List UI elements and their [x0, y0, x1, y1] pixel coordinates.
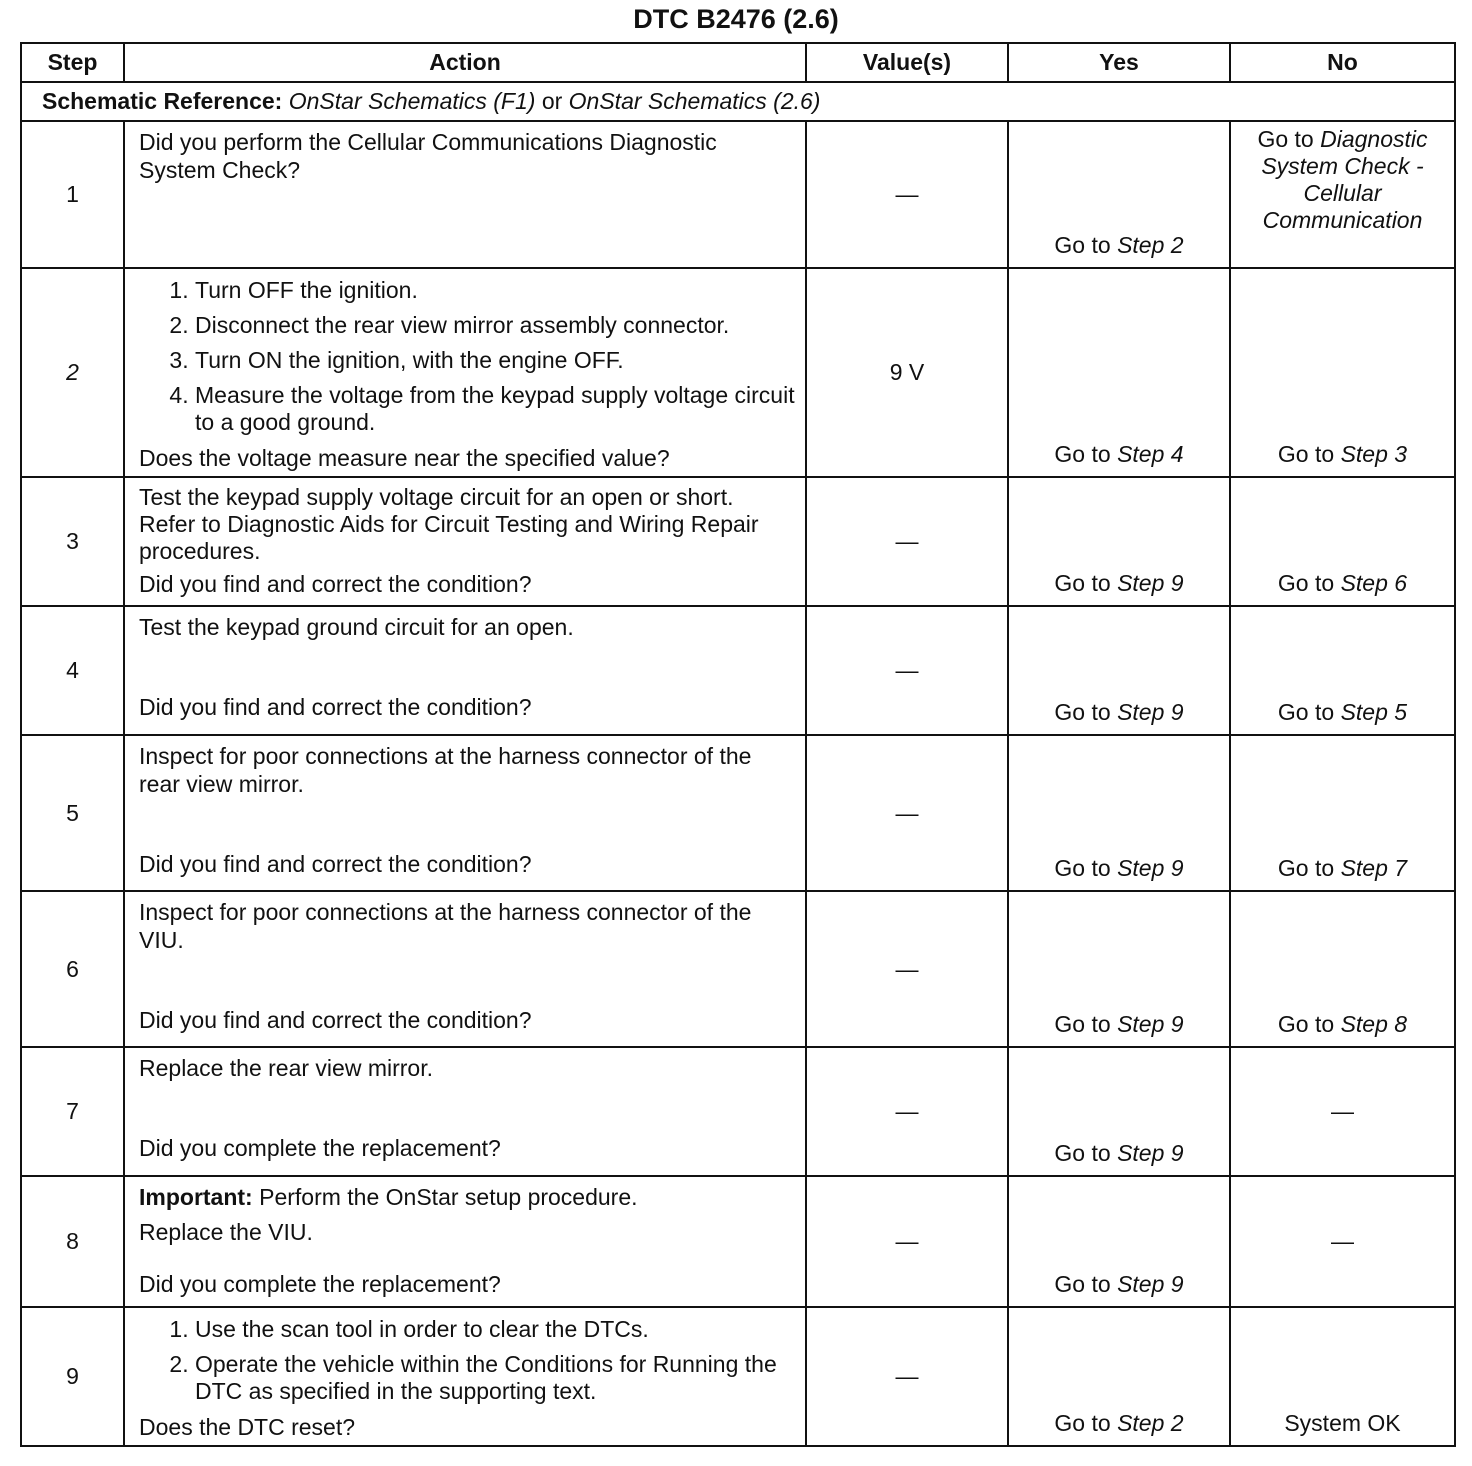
header-values: Value(s) [806, 43, 1008, 82]
yes-step: Step 9 [1117, 570, 1184, 596]
yes-prefix: Go to [1054, 1011, 1111, 1037]
list-item: 3. Turn ON the ignition, with the engine OFF. [195, 347, 795, 374]
table-row [21, 1307, 1455, 1446]
value-cell: 9 V [806, 268, 1008, 477]
action-cell [124, 1307, 806, 1446]
step-number: 8 [21, 1176, 124, 1307]
header-row [21, 43, 1455, 82]
action-cell [124, 1176, 806, 1307]
step-number: 6 [21, 891, 124, 1047]
step-number: 9 [21, 1307, 124, 1446]
important-note [139, 1183, 795, 1211]
yes-step: Step 9 [1117, 1271, 1184, 1297]
value-cell: — [806, 1307, 1008, 1446]
step-number: 4 [21, 606, 124, 735]
action-text: Test the keypad supply voltage circuit for an open or short. Refer to Diagnostic Aids for Circuit Testing and Wiring Repair procedures. [139, 484, 759, 564]
table-row [21, 735, 1455, 891]
step-number: 2 [21, 268, 124, 477]
no-link: Diagnostic System Check - Cellular Communication [1261, 126, 1428, 233]
yes-prefix: Go to [1054, 1271, 1111, 1297]
action-question: Did you complete the replacement? [139, 1135, 501, 1161]
action-text: Test the keypad ground circuit for an open. [139, 614, 574, 640]
no-step: Step 8 [1340, 1011, 1408, 1037]
schematic-ref-1: OnStar Schematics (F1) [288, 88, 536, 114]
no-prefix: Go to [1277, 441, 1335, 467]
yes-prefix: Go to [1054, 1140, 1111, 1166]
action-cell [124, 477, 806, 606]
value-cell: — [806, 1176, 1008, 1307]
step-number: 5 [21, 735, 124, 891]
list-item: 2. Operate the vehicle within the Conditions for Running the DTC as specified in the supporting text. [195, 1351, 795, 1405]
yes-step: Step 9 [1117, 1011, 1184, 1037]
header-no: No [1230, 43, 1455, 82]
yes-step: Step 9 [1117, 699, 1184, 725]
action-cell [124, 121, 806, 268]
value-cell: — [806, 891, 1008, 1047]
value-cell: — [806, 606, 1008, 735]
header-yes: Yes [1008, 43, 1230, 82]
table-row [21, 1176, 1455, 1307]
table-row [21, 268, 1455, 477]
table-row [21, 1047, 1455, 1176]
action-list [139, 277, 795, 436]
table-row [21, 121, 1455, 268]
schematic-row [21, 82, 1455, 121]
yes-prefix: Go to [1054, 855, 1111, 881]
schematic-label: Schematic Reference: [42, 88, 283, 114]
page-title: DTC B2476 (2.6) [633, 4, 839, 34]
yes-prefix: Go to [1054, 441, 1111, 467]
important-label: Important: [139, 1184, 253, 1210]
list-item: 2. Disconnect the rear view mirror assembly connector. [195, 312, 795, 339]
action-list [139, 1316, 795, 1405]
action-cell [124, 735, 806, 891]
no-cell [1230, 606, 1455, 735]
yes-step: Step 2 [1117, 232, 1184, 258]
action-text: Replace the VIU. [139, 1219, 313, 1245]
yes-cell [1008, 1047, 1230, 1176]
action-question: Did you find and correct the condition? [139, 694, 532, 720]
list-item: 1. Turn OFF the ignition. [195, 277, 795, 304]
table-row [21, 891, 1455, 1047]
step-number: 1 [21, 121, 124, 268]
action-cell [124, 891, 806, 1047]
action-cell [124, 268, 806, 477]
action-question: Did you complete the replacement? [139, 1271, 501, 1297]
no-cell: — [1230, 1047, 1455, 1176]
yes-prefix: Go to [1054, 1410, 1111, 1436]
action-cell [124, 606, 806, 735]
yes-cell [1008, 1176, 1230, 1307]
no-step: Step 3 [1340, 441, 1408, 467]
yes-step: Step 9 [1117, 1140, 1184, 1166]
action-question: Did you find and correct the condition? [139, 571, 532, 597]
action-question: Did you find and correct the condition? [139, 851, 532, 877]
schematic-reference [21, 82, 1455, 121]
list-item: 1. Use the scan tool in order to clear the DTCs. [195, 1316, 795, 1343]
step-number: 7 [21, 1047, 124, 1176]
step-number: 3 [21, 477, 124, 606]
no-step: Step 6 [1340, 570, 1408, 596]
yes-prefix: Go to [1054, 570, 1111, 596]
header-step: Step [21, 43, 124, 82]
diagnostic-table [20, 42, 1456, 1447]
yes-cell [1008, 121, 1230, 268]
yes-cell [1008, 477, 1230, 606]
no-cell [1230, 891, 1455, 1047]
yes-step: Step 4 [1117, 441, 1184, 467]
list-item: 4. Measure the voltage from the keypad supply voltage circuit to a good ground. [195, 382, 795, 436]
action-text: Inspect for poor connections at the harness connector of the VIU. [139, 899, 752, 953]
action-text: Replace the rear view mirror. [139, 1055, 433, 1081]
no-cell [1230, 477, 1455, 606]
yes-cell [1008, 735, 1230, 891]
important-text: Perform the OnStar setup procedure. [259, 1184, 638, 1210]
value-cell: — [806, 121, 1008, 268]
no-step: Step 7 [1340, 855, 1408, 881]
value-cell: — [806, 477, 1008, 606]
value-cell: — [806, 735, 1008, 891]
action-text: Did you perform the Cellular Communications Diagnostic System Check? [139, 129, 717, 183]
value-cell: — [806, 1047, 1008, 1176]
action-question: Does the voltage measure near the specified value? [139, 445, 670, 471]
yes-cell [1008, 606, 1230, 735]
yes-step: Step 2 [1117, 1410, 1184, 1436]
no-prefix: Go to [1277, 570, 1335, 596]
no-cell [1230, 121, 1455, 268]
yes-cell [1008, 1307, 1230, 1446]
no-cell [1230, 735, 1455, 891]
no-prefix: Go to [1257, 126, 1314, 152]
yes-cell [1008, 268, 1230, 477]
schematic-ref-2: OnStar Schematics (2.6) [568, 88, 821, 114]
table-row [21, 477, 1455, 606]
schematic-or: or [541, 88, 563, 114]
yes-prefix: Go to [1054, 699, 1111, 725]
header-action: Action [124, 43, 806, 82]
no-prefix: Go to [1277, 1011, 1335, 1037]
yes-cell [1008, 891, 1230, 1047]
no-prefix: Go to [1277, 855, 1335, 881]
no-cell [1230, 268, 1455, 477]
yes-step: Step 9 [1117, 855, 1184, 881]
no-cell: — [1230, 1176, 1455, 1307]
action-text: Inspect for poor connections at the harness connector of the rear view mirror. [139, 743, 752, 797]
action-question: Did you find and correct the condition? [139, 1007, 532, 1033]
action-question: Does the DTC reset? [139, 1414, 356, 1440]
table-row [21, 606, 1455, 735]
no-step: Step 5 [1340, 699, 1408, 725]
no-prefix: Go to [1277, 699, 1335, 725]
no-cell: System OK [1230, 1307, 1455, 1446]
yes-prefix: Go to [1054, 232, 1111, 258]
action-cell [124, 1047, 806, 1176]
